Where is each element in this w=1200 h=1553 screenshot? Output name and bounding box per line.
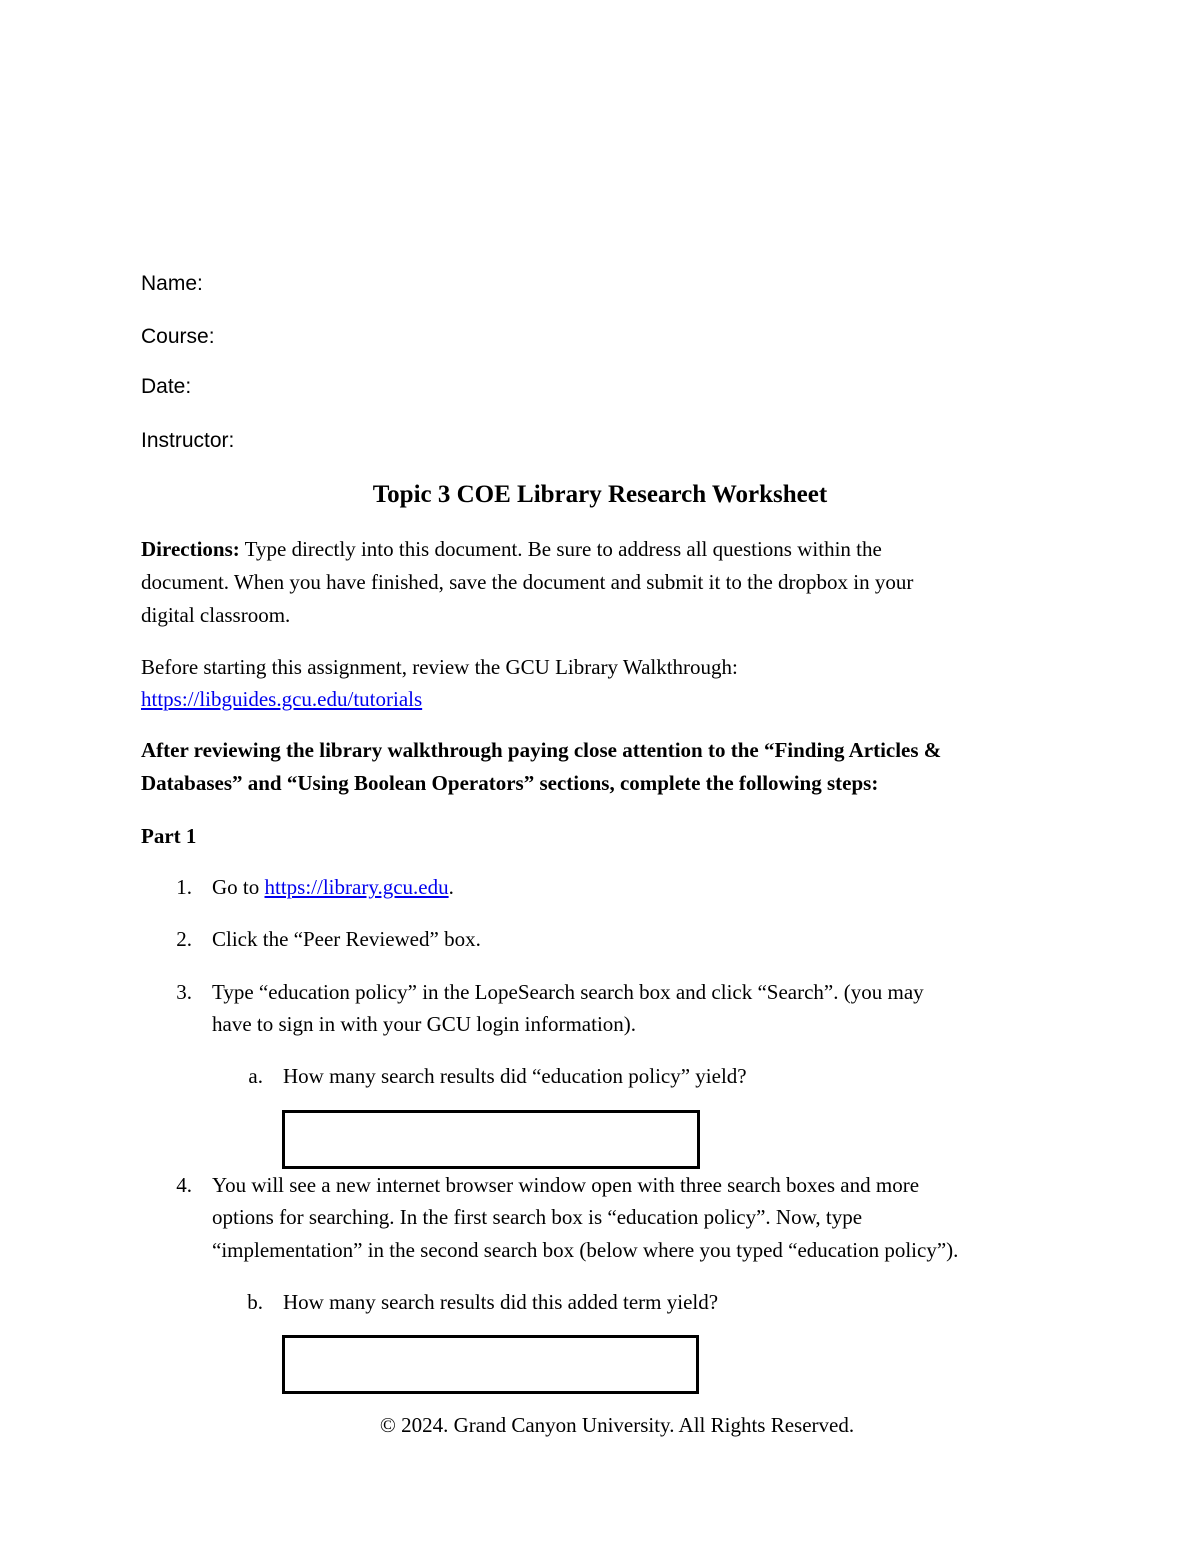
step-4-line-3: “implementation” in the second search box (below where you typed “education policy”). (212, 1238, 959, 1262)
step-4-line-2: options for searching. In the first search box is “education policy”. Now, type (212, 1205, 863, 1229)
step-4-number: 4. (176, 1173, 192, 1197)
question-b-text: How many search results did this added term yield? (283, 1290, 719, 1314)
question-a-text: How many search results did “education policy” yield? (283, 1064, 747, 1088)
copyright-footer: © 2024. Grand Canyon University. All Rights Reserved. (379, 1413, 855, 1437)
directions-line-2: document. When you have finished, save the document and submit it to the dropbox in your (141, 570, 914, 594)
directions-line-3: digital classroom. (141, 603, 291, 627)
step-4-line-1: You will see a new internet browser window open with three search boxes and more (212, 1173, 920, 1197)
step-3-line-1: Type “education policy” in the LopeSearch search box and click “Search”. (you may (212, 980, 924, 1004)
step-3-number: 3. (176, 980, 192, 1004)
part-heading: Part 1 (141, 824, 197, 848)
directions-line-1 (141, 539, 882, 560)
page-title: Topic 3 COE Library Research Worksheet (372, 481, 828, 508)
step-1-number: 1. (176, 875, 192, 899)
step-2-number: 2. (176, 927, 192, 951)
step-1-suffix: . (448, 875, 454, 899)
course-label: Course: (141, 325, 215, 348)
before-text: Before starting this assignment, review the GCU Library Walkthrough: (141, 655, 738, 679)
question-b-letter: b. (247, 1290, 263, 1314)
instructor-label: Instructor: (141, 429, 235, 452)
library-link[interactable]: https://library.gcu.edu (264, 875, 449, 899)
step-1-text (212, 877, 454, 898)
date-label: Date: (141, 375, 192, 398)
directions-text-1: Type directly into this document. Be sure to address all questions within the (239, 537, 882, 561)
tutorials-link[interactable]: https://libguides.gcu.edu/tutorials (141, 687, 423, 711)
directions-label: Directions: (141, 537, 240, 561)
instruction-line-1: After reviewing the library walkthrough paying close attention to the “Finding Articles & (141, 738, 942, 762)
step-1-prefix: Go to (212, 875, 265, 899)
instruction-line-2: Databases” and “Using Boolean Operators” sections, complete the following steps: (141, 771, 879, 795)
step-3-line-2: have to sign in with your GCU login information). (212, 1012, 637, 1036)
answer-box-a[interactable] (282, 1110, 700, 1169)
step-2-text: Click the “Peer Reviewed” box. (212, 927, 481, 951)
name-label: Name: (141, 272, 203, 295)
answer-box-b[interactable] (282, 1335, 699, 1394)
tutorials-line (141, 689, 422, 710)
question-a-letter: a. (248, 1064, 263, 1088)
